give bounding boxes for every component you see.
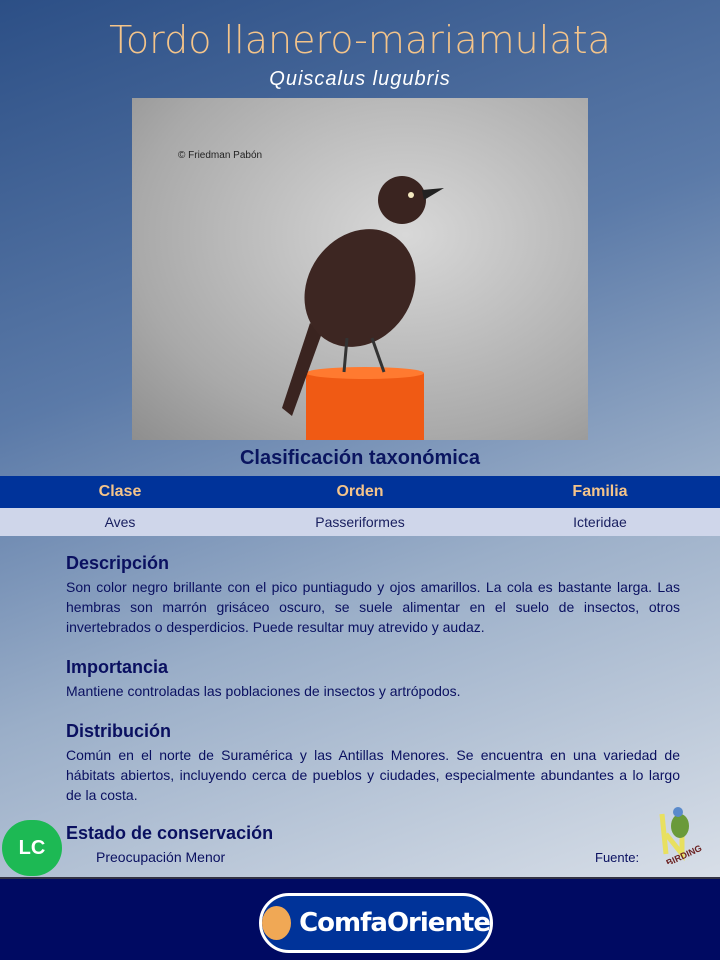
section-heading: Distribución bbox=[66, 721, 172, 741]
section-text: Mantiene controladas las poblaciones de insectos y artrópodos. bbox=[66, 683, 461, 699]
footer bbox=[0, 877, 720, 960]
svg-text:BIRDING: BIRDING bbox=[664, 842, 704, 864]
importance-section bbox=[66, 657, 680, 701]
page-title: Tordo llanero-mariamulata bbox=[109, 18, 611, 62]
section-heading: Estado de conservación bbox=[66, 823, 274, 843]
section-heading: Descripción bbox=[66, 553, 170, 573]
header-clase: Clase bbox=[98, 483, 142, 500]
bird-illustration bbox=[132, 98, 588, 440]
value-clase: Aves bbox=[104, 514, 136, 530]
section-text: Son color negro brillante con el pico puntiagudo y ojos amarillos. La cola es bastante larga. Las hembras son marrón grisáceo oscuro, se suele alimentar en el suelo de insectos, otros invertebrados o desperdicios. Puede resultar muy atrevido y audaz. bbox=[66, 579, 680, 635]
value-familia: Icteridae bbox=[573, 514, 627, 530]
conservation-badge: LC bbox=[2, 820, 62, 876]
taxonomy-value-row bbox=[0, 508, 720, 536]
scientific-name: Quiscalus lugubris bbox=[269, 68, 451, 90]
photo-credit: © Friedman Pabón bbox=[178, 150, 263, 161]
section-text: Común en el norte de Suramérica y las Antillas Menores. Se encuentra en una variedad de hábitats abiertos, incluyendo cerca de pueblos y ciudades, especialmente abundantes a lo largo de la costa. bbox=[66, 747, 680, 803]
description-section bbox=[66, 553, 680, 637]
section-heading: Importancia bbox=[66, 657, 169, 677]
value-orden: Passeriformes bbox=[315, 514, 405, 530]
logo-emblem-icon bbox=[262, 906, 291, 940]
bird-photo bbox=[132, 98, 588, 440]
distribution-section bbox=[66, 721, 680, 805]
logo-text: ComfaOriente bbox=[299, 908, 490, 938]
taxonomy-title: Clasificación taxonómica bbox=[239, 447, 481, 469]
conservation-section bbox=[66, 823, 680, 867]
header-familia: Familia bbox=[572, 483, 628, 500]
header-orden: Orden bbox=[336, 483, 384, 500]
comfaoriente-logo[interactable] bbox=[259, 893, 493, 953]
conservation-status: Preocupación Menor bbox=[96, 849, 226, 865]
birding-logo bbox=[652, 804, 708, 864]
source-label: Fuente: bbox=[595, 850, 640, 865]
taxonomy-header-row bbox=[0, 476, 720, 508]
